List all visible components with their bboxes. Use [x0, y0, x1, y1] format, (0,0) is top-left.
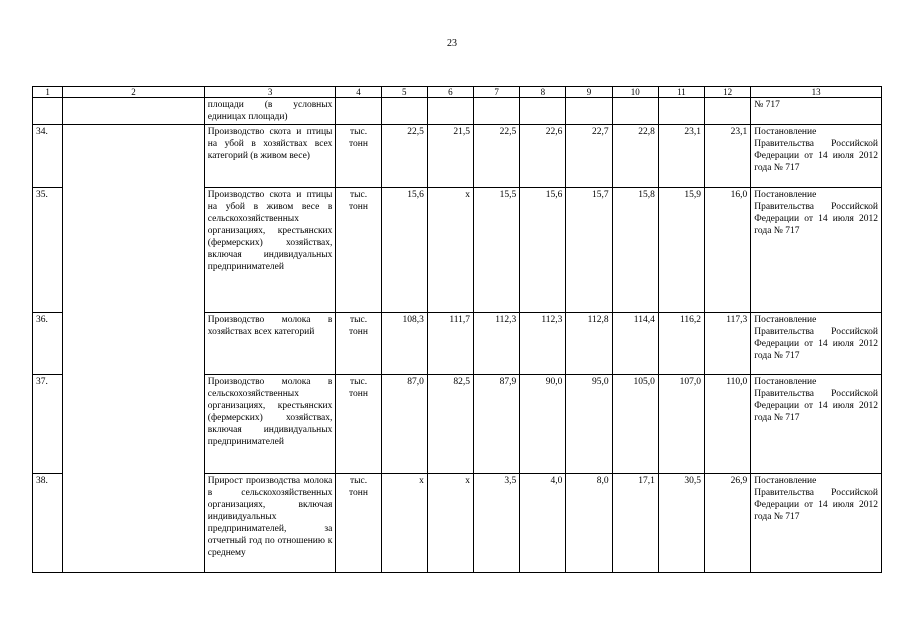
legal-basis: Постановление Правительства Российской Федерации от 14 июля 2012 года № 717	[751, 125, 882, 188]
indicator-table	[32, 86, 882, 573]
indicator-name: Производство молока в сельскохозяйственных организациях, крестьянских (фермерских) хозяйствах, включая индивидуальных предпринимателей	[204, 375, 336, 474]
value-cell: 17,1	[612, 474, 658, 573]
value-cell: 22,8	[612, 125, 658, 188]
unit: тыс. тонн	[336, 474, 381, 573]
value-cell: 114,4	[612, 313, 658, 375]
indicator-name: площади (в условных единицах площади)	[204, 98, 336, 125]
value-cell: 112,3	[520, 313, 566, 375]
value-cell: 30,5	[658, 474, 704, 573]
value-cell: 23,1	[658, 125, 704, 188]
value-cell: 16,0	[705, 188, 751, 313]
value-cell: 87,9	[474, 375, 520, 474]
column-number-header	[33, 87, 882, 98]
header-cell: 9	[566, 87, 612, 98]
page-number: 23	[447, 38, 457, 49]
unit: тыс. тонн	[336, 125, 381, 188]
legal-basis: Постановление Правительства Российской Федерации от 14 июля 2012 года № 717	[751, 313, 882, 375]
value-cell: 107,0	[658, 375, 704, 474]
value-cell: 111,7	[427, 313, 473, 375]
header-cell: 13	[751, 87, 882, 98]
header-cell: 10	[612, 87, 658, 98]
indicator-name: Прирост производства молока в сельскохозяйственных организациях, включая индивидуальных предпринимателей, за отчетный год по отношению к среднему	[204, 474, 336, 573]
value-cell: 15,6	[520, 188, 566, 313]
value-cell: 3,5	[474, 474, 520, 573]
value-cell: 23,1	[705, 125, 751, 188]
value-cell: 110,0	[705, 375, 751, 474]
value-cell: 22,7	[566, 125, 612, 188]
value-cell: 15,6	[381, 188, 427, 313]
indicator-name: Производство молока в хозяйствах всех категорий	[204, 313, 336, 375]
value-cell: 15,9	[658, 188, 704, 313]
value-cell: 117,3	[705, 313, 751, 375]
value-cell: 26,9	[705, 474, 751, 573]
indicator-name: Производство скота и птицы на убой в хозяйствах всех категорий (в живом весе)	[204, 125, 336, 188]
continuation-row	[33, 98, 882, 125]
value-cell: 82,5	[427, 375, 473, 474]
value-cell: 22,5	[381, 125, 427, 188]
legal-basis: Постановление Правительства Российской Федерации от 14 июля 2012 года № 717	[751, 474, 882, 573]
value-cell: 112,3	[474, 313, 520, 375]
header-cell: 6	[427, 87, 473, 98]
legal-basis: № 717	[751, 98, 882, 125]
value-cell: 112,8	[566, 313, 612, 375]
value-cell: 108,3	[381, 313, 427, 375]
value-cell: 8,0	[566, 474, 612, 573]
legal-basis: Постановление Правительства Российской Федерации от 14 июля 2012 года № 717	[751, 375, 882, 474]
table-row	[33, 125, 882, 188]
value-cell: 95,0	[566, 375, 612, 474]
row-index: 36.	[33, 313, 63, 375]
header-cell: 3	[204, 87, 336, 98]
legal-basis: Постановление Правительства Российской Федерации от 14 июля 2012 года № 717	[751, 188, 882, 313]
unit: тыс. тонн	[336, 375, 381, 474]
value-cell: 90,0	[520, 375, 566, 474]
header-cell: 11	[658, 87, 704, 98]
value-cell: 105,0	[612, 375, 658, 474]
row-index: 35.	[33, 188, 63, 313]
header-cell: 7	[474, 87, 520, 98]
value-cell: 15,5	[474, 188, 520, 313]
value-cell: х	[381, 474, 427, 573]
value-cell: 21,5	[427, 125, 473, 188]
value-cell: 15,8	[612, 188, 658, 313]
value-cell: х	[427, 474, 473, 573]
value-cell: 116,2	[658, 313, 704, 375]
header-cell: 2	[63, 87, 205, 98]
row-index: 37.	[33, 375, 63, 474]
header-cell: 5	[381, 87, 427, 98]
goal-cell	[63, 125, 205, 573]
row-index: 38.	[33, 474, 63, 573]
value-cell: х	[427, 188, 473, 313]
value-cell: 87,0	[381, 375, 427, 474]
header-cell: 8	[520, 87, 566, 98]
unit: тыс. тонн	[336, 313, 381, 375]
indicator-name: Производство скота и птицы на убой в живом весе в сельскохозяйственных организациях, крестьянских (фермерских) хозяйствах, включая индивидуальных предпринимателей	[204, 188, 336, 313]
row-index: 34.	[33, 125, 63, 188]
header-cell: 1	[33, 87, 63, 98]
unit: тыс. тонн	[336, 188, 381, 313]
value-cell: 22,5	[474, 125, 520, 188]
value-cell: 15,7	[566, 188, 612, 313]
header-cell: 12	[705, 87, 751, 98]
header-cell: 4	[336, 87, 381, 98]
value-cell: 22,6	[520, 125, 566, 188]
value-cell: 4,0	[520, 474, 566, 573]
